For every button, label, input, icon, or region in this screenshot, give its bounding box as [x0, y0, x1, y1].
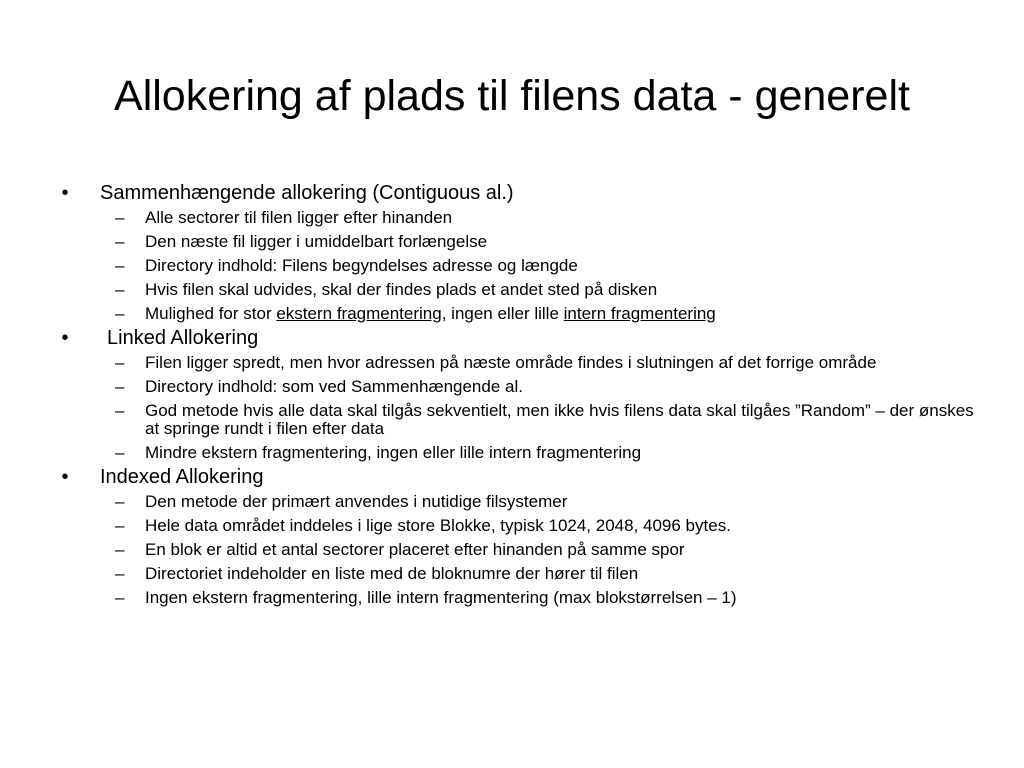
sub-item [0, 586, 1024, 610]
sub-item-text: Mindre ekstern fragmentering, ingen eller lille intern fragmentering [145, 443, 642, 462]
sub-item [0, 254, 1024, 278]
sub-item [0, 441, 1024, 465]
ekstern-fragmentering-link[interactable]: ekstern fragmentering [276, 304, 442, 323]
sub-item-text: Directory indhold: som ved Sammenhængende al. [145, 377, 523, 396]
sub-item [0, 351, 1024, 375]
sub-item [0, 514, 1024, 538]
dash-marker: – [115, 256, 125, 275]
dash-marker: – [115, 208, 125, 227]
sub-item [0, 278, 1024, 302]
dash-marker: – [115, 232, 125, 251]
sub-item [0, 538, 1024, 562]
sub-item-text: En blok er altid et antal sectorer placeret efter hinanden på samme spor [145, 540, 685, 559]
bullet-heading: Linked Allokering [107, 327, 259, 349]
sub-item [0, 562, 1024, 586]
sub-item-text: God metode hvis alle data skal tilgås sekventielt, men ikke hvis filens data skal tilgåes ”Random” – der ønskes at springe rundt i filen efter data [145, 401, 974, 438]
intern-fragmentering-link[interactable]: intern fragmentering [563, 304, 716, 323]
bullet-marker: • [61, 327, 69, 349]
dash-marker: – [115, 443, 125, 462]
sub-item-text-mixed [145, 305, 975, 323]
sub-item-text: Alle sectorer til filen ligger efter hinanden [145, 208, 453, 227]
sub-item-text: Directoriet indeholder en liste med de bloknumre der hører til filen [145, 564, 639, 583]
sub-item [0, 230, 1024, 254]
sub-item-text: Ingen ekstern fragmentering, lille intern fragmentering (max blokstørrelsen – 1) [145, 588, 737, 607]
dash-marker: – [115, 564, 125, 583]
sub-item-text: Directory indhold: Filens begyndelses adresse og længde [145, 256, 578, 275]
dash-marker: – [115, 304, 125, 323]
dash-marker: – [115, 540, 125, 559]
slide-content [0, 181, 1024, 610]
bullet-contiguous [0, 181, 1024, 206]
sub-item-text: Den metode der primært anvendes i nutidige filsystemer [145, 492, 568, 511]
dash-marker: – [115, 401, 125, 420]
bullet-marker: • [61, 182, 69, 204]
slide-title: Allokering af plads til filens data - generelt [114, 72, 910, 120]
sub-item-text: Hele data området inddeles i lige store Blokke, typisk 1024, 2048, 4096 bytes. [145, 516, 731, 535]
sub-item-text: Den næste fil ligger i umiddelbart forlængelse [145, 232, 488, 251]
bullet-indexed [0, 465, 1024, 490]
sub-item [0, 490, 1024, 514]
bullet-marker: • [61, 466, 69, 488]
bullet-heading: Sammenhængende allokering (Contiguous al.) [100, 182, 514, 204]
text-run: , ingen eller lille [441, 304, 564, 323]
dash-marker: – [115, 588, 125, 607]
dash-marker: – [115, 353, 125, 372]
sub-item-text: Hvis filen skal udvides, skal der findes plads et andet sted på disken [145, 280, 658, 299]
sub-item [0, 399, 1024, 441]
bullet-heading: Indexed Allokering [100, 466, 264, 488]
sub-item [0, 302, 1024, 326]
dash-marker: – [115, 492, 125, 511]
dash-marker: – [115, 377, 125, 396]
sub-item-text: Filen ligger spredt, men hvor adressen på næste område findes i slutningen af det forrige område [145, 353, 877, 372]
sub-item [0, 206, 1024, 230]
text-run: Mulighed for stor [145, 304, 277, 323]
sub-item [0, 375, 1024, 399]
bullet-linked [0, 326, 1024, 351]
dash-marker: – [115, 280, 125, 299]
dash-marker: – [115, 516, 125, 535]
